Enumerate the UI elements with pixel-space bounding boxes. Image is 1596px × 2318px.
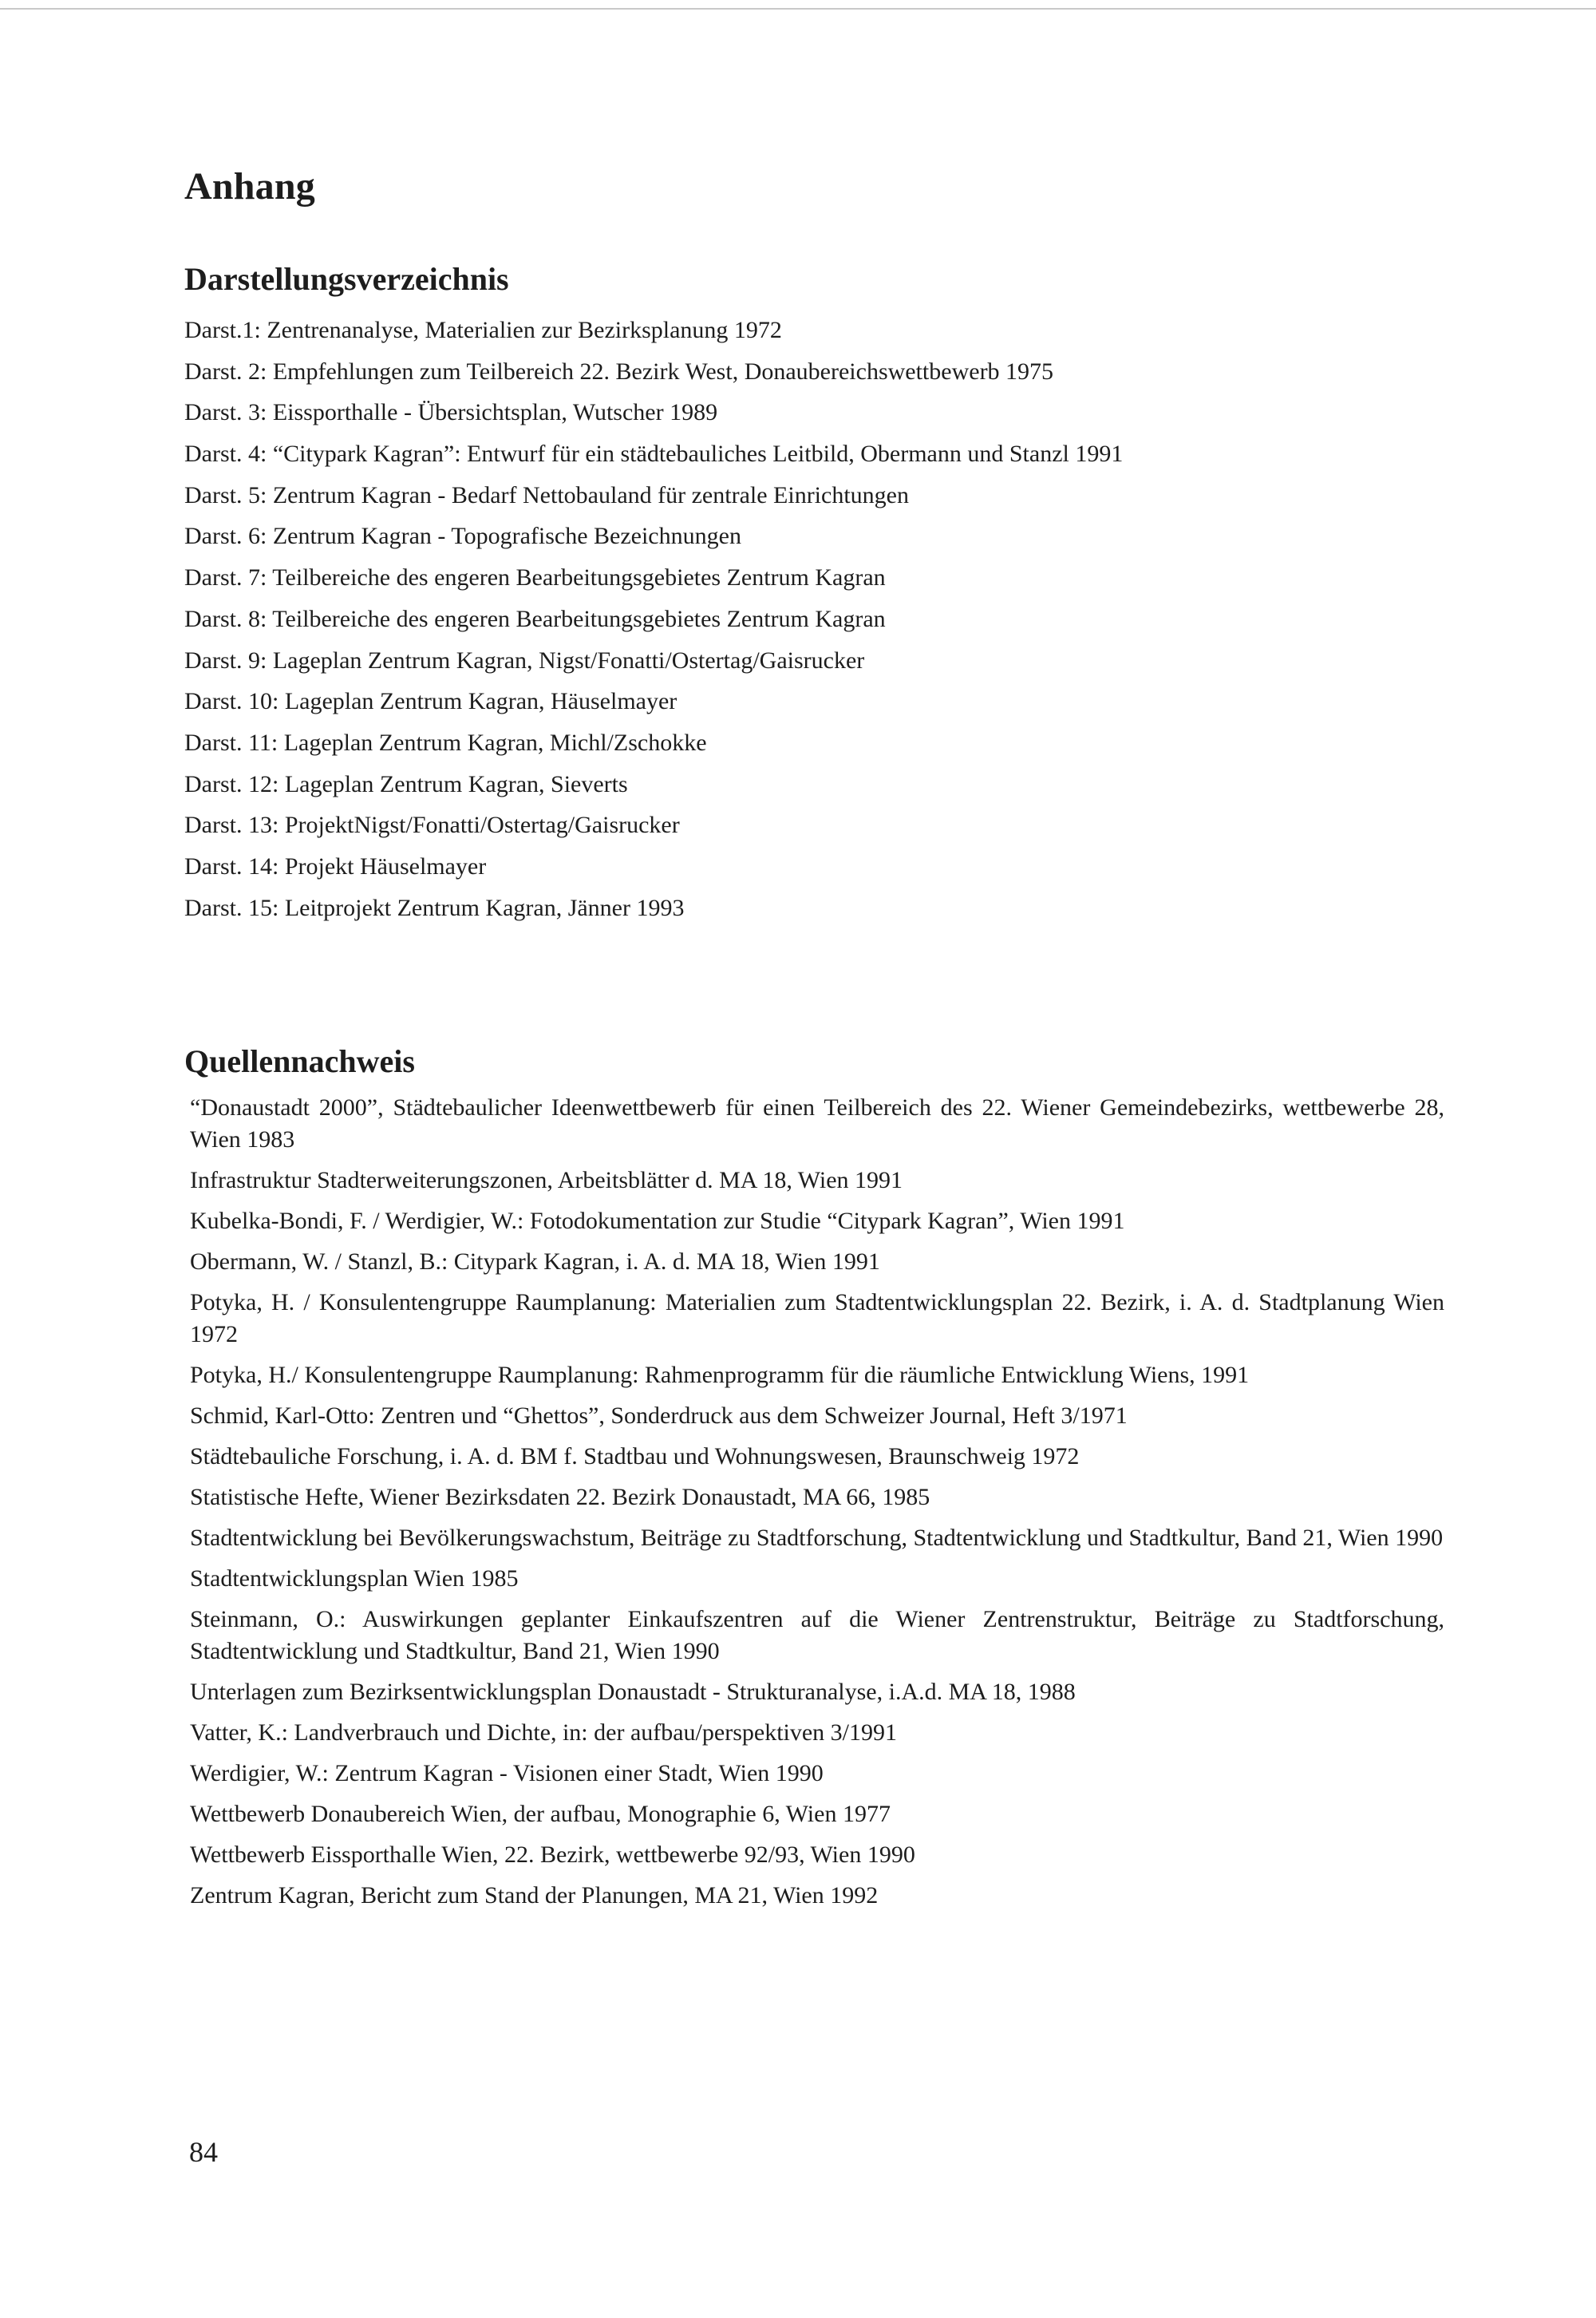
- source-list-item: Wettbewerb Donaubereich Wien, der aufbau, Monographie 6, Wien 1977: [190, 1801, 891, 1827]
- section-heading-darstellungsverzeichnis: Darstellungsverzeichnis: [184, 261, 509, 297]
- figure-list-item: Darst. 7: Teilbereiche des engeren Bearbeitungsgebietes Zentrum Kagran: [184, 564, 886, 591]
- figure-list-item: Darst. 13: ProjektNigst/Fonatti/Ostertag/Gaisrucker: [184, 812, 680, 839]
- source-list-item: Zentrum Kagran, Bericht zum Stand der Planungen, MA 21, Wien 1992: [190, 1882, 879, 1909]
- source-list-item: Unterlagen zum Bezirksentwicklungsplan Donaustadt - Strukturanalyse, i.A.d. MA 18, 1988: [190, 1679, 1076, 1705]
- page-title: Anhang: [184, 165, 315, 208]
- source-list-item: Steinmann, O.: Auswirkungen geplanter Einkaufszentren auf die Wiener Zentrenstruktur, Beiträge zu Stadtforschung, Stadtentwicklung und Stadtkultur, Band 21, Wien 1990: [190, 1606, 1444, 1664]
- source-list-item: Potyka, H. / Konsulentengruppe Raumplanung: Materialien zum Stadtentwicklungsplan 22. Bezirk, i. A. d. Stadtplanung Wien 1972: [190, 1289, 1444, 1347]
- figure-list-item: Darst.1: Zentrenanalyse, Materialien zur Bezirksplanung 1972: [184, 317, 782, 343]
- section-heading-quellennachweis: Quellennachweis: [184, 1043, 415, 1079]
- figure-list-item: Darst. 4: “Citypark Kagran”: Entwurf für ein städtebauliches Leitbild, Obermann und Stanzl 1991: [184, 441, 1124, 468]
- source-list-item: Statistische Hefte, Wiener Bezirksdaten 22. Bezirk Donaustadt, MA 66, 1985: [190, 1484, 930, 1510]
- figure-list-item: Darst. 11: Lageplan Zentrum Kagran, Michl/Zschokke: [184, 729, 707, 756]
- figure-list-item: Darst. 10: Lageplan Zentrum Kagran, Häuselmayer: [184, 688, 678, 715]
- source-list-item: Städtebauliche Forschung, i. A. d. BM f. Stadtbau und Wohnungswesen, Braunschweig 1972: [190, 1443, 1080, 1470]
- figure-list-item: Darst. 5: Zentrum Kagran - Bedarf Nettobauland für zentrale Einrichtungen: [184, 481, 909, 508]
- source-list-item: Potyka, H./ Konsulentengruppe Raumplanung: Rahmenprogramm für die räumliche Entwicklung Wiens, 1991: [190, 1362, 1250, 1388]
- source-list-item: Stadtentwicklung bei Bevölkerungswachstum, Beiträge zu Stadtforschung, Stadtentwicklung und Stadtkultur, Band 21, Wien 1990: [190, 1525, 1444, 1551]
- figure-list-item: Darst. 6: Zentrum Kagran - Topografische Bezeichnungen: [184, 523, 741, 550]
- figure-list-item: Darst. 12: Lageplan Zentrum Kagran, Sieverts: [184, 770, 628, 797]
- source-list-item: Stadtentwicklungsplan Wien 1985: [190, 1565, 519, 1592]
- top-edge-rule: [0, 8, 1596, 10]
- figure-list-item: Darst. 2: Empfehlungen zum Teilbereich 22. Bezirk West, Donaubereichswettbewerb 1975: [184, 358, 1054, 385]
- figure-list-item: Darst. 15: Leitprojekt Zentrum Kagran, Jänner 1993: [184, 894, 685, 921]
- source-list-item: Wettbewerb Eissporthalle Wien, 22. Bezirk, wettbewerbe 92/93, Wien 1990: [190, 1841, 915, 1868]
- figure-list-item: Darst. 3: Eissporthalle - Übersichtsplan, Wutscher 1989: [184, 399, 718, 426]
- source-list-item: Infrastruktur Stadterweiterungszonen, Arbeitsblätter d. MA 18, Wien 1991: [190, 1167, 903, 1193]
- source-list-item: Vatter, K.: Landverbrauch und Dichte, in: der aufbau/perspektiven 3/1991: [190, 1719, 898, 1746]
- figure-list-item: Darst. 9: Lageplan Zentrum Kagran, Nigst/Fonatti/Ostertag/Gaisrucker: [184, 647, 865, 674]
- figure-list-item: Darst. 8: Teilbereiche des engeren Bearbeitungsgebietes Zentrum Kagran: [184, 605, 886, 632]
- source-list: [190, 1092, 1444, 1920]
- source-list-item: Schmid, Karl-Otto: Zentren und “Ghettos”, Sonderdruck aus dem Schweizer Journal, Heft 3/1971: [190, 1402, 1128, 1429]
- figure-list-item: Darst. 14: Projekt Häuselmayer: [184, 852, 487, 880]
- source-list-item: “Donaustadt 2000”, Städtebaulicher Ideenwettbewerb für einen Teilbereich des 22. Wiener Gemeindebezirks, wettbewerbe 28, Wien 1983: [190, 1094, 1444, 1153]
- source-list-item: Werdigier, W.: Zentrum Kagran - Visionen einer Stadt, Wien 1990: [190, 1760, 824, 1786]
- figure-list: [184, 316, 1123, 935]
- source-list-item: Kubelka-Bondi, F. / Werdigier, W.: Fotodokumentation zur Studie “Citypark Kagran”, Wien 1991: [190, 1208, 1125, 1234]
- page-number: 84: [189, 2136, 218, 2168]
- source-list-item: Obermann, W. / Stanzl, B.: Citypark Kagran, i. A. d. MA 18, Wien 1991: [190, 1248, 880, 1275]
